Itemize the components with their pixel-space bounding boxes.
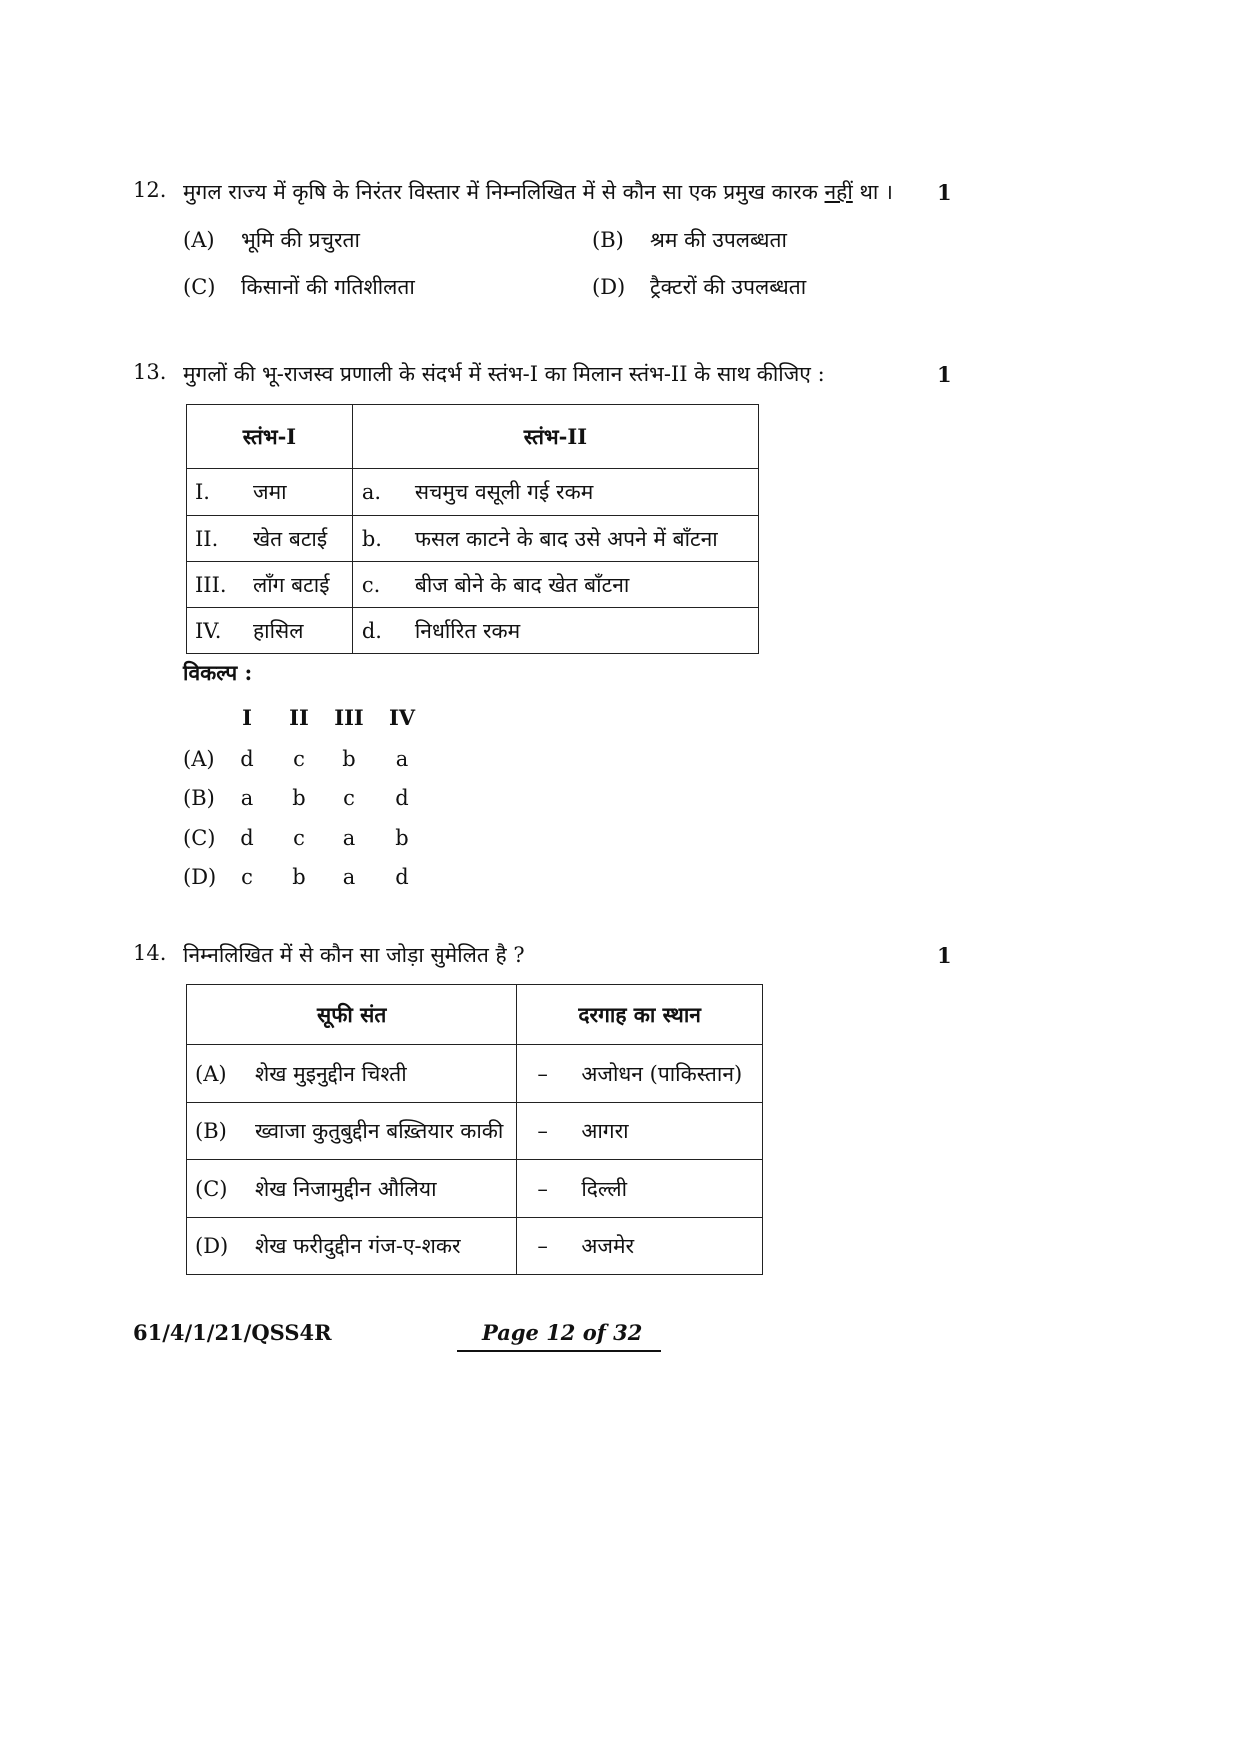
option-label: (B)	[183, 786, 215, 810]
saint-name: शेख निजामुद्दीन औलिया	[255, 1176, 437, 1201]
answer-value: c	[241, 865, 253, 889]
answer-value: b	[342, 747, 356, 771]
answer-value: c	[343, 786, 355, 810]
answer-value: d	[395, 865, 409, 889]
q12-option-c[interactable]	[183, 273, 415, 301]
saint-name: ख्वाजा कुतुबुद्दीन बख़्तियार काकी	[255, 1119, 504, 1143]
table-row	[187, 516, 759, 562]
q14-option-a[interactable]	[187, 1045, 763, 1103]
table-row	[187, 469, 759, 516]
q13-option-a[interactable]	[183, 747, 443, 773]
row-meaning: बीज बोने के बाद खेत बाँटना	[414, 572, 630, 597]
answer-value: d	[240, 826, 254, 850]
option-label: (A)	[195, 1061, 227, 1086]
q14-option-c[interactable]	[187, 1160, 763, 1218]
answer-value: d	[395, 786, 409, 810]
page-number-underline	[457, 1350, 661, 1352]
answer-value: a	[395, 747, 409, 771]
q14-option-d[interactable]	[187, 1218, 763, 1275]
q14-sufi-table	[186, 984, 763, 1275]
q13-answer-grid	[183, 705, 443, 895]
row-meaning: निर्धारित रकम	[414, 618, 521, 643]
dargah-place: अजोधन (पाकिस्तान)	[581, 1061, 743, 1086]
q12-option-a[interactable]	[183, 226, 360, 254]
row-term: लाँग बटाई	[253, 572, 330, 597]
answer-value: b	[395, 826, 409, 850]
column-2-header: दरगाह का स्थान	[517, 985, 763, 1045]
q12-text-before: मुगल राज्य में कृषि के निरंतर विस्तार में निम्नलिखित में से कौन सा एक प्रमुख कारक	[183, 180, 825, 204]
column-1-header: सूफी संत	[187, 985, 517, 1045]
q13-marks: 1	[937, 362, 952, 387]
answer-value: c	[293, 747, 305, 771]
answer-value: a	[240, 786, 254, 810]
answer-col-header: IV	[388, 705, 416, 730]
q12-option-d[interactable]	[592, 273, 806, 301]
q14-option-b[interactable]	[187, 1103, 763, 1160]
row-term: खेत बटाई	[253, 526, 328, 551]
option-label: (B)	[592, 228, 624, 252]
option-label: (D)	[592, 275, 626, 299]
dargah-place: अजमेर	[581, 1234, 635, 1258]
option-text: किसानों की गतिशीलता	[241, 275, 415, 299]
option-text: ट्रैक्टरों की उपलब्धता	[650, 275, 807, 299]
dargah-place: दिल्ली	[581, 1176, 628, 1201]
row-numeral: II.	[195, 526, 219, 551]
answer-value: a	[342, 826, 356, 850]
row-letter: a.	[361, 480, 382, 504]
q12-text-after: था ।	[852, 180, 893, 204]
row-meaning: फसल काटने के बाद उसे अपने में बाँटना	[414, 526, 718, 551]
q13-option-b[interactable]	[183, 786, 443, 812]
option-label: (A)	[183, 228, 215, 252]
q13-match-table	[186, 404, 759, 654]
dash: –	[537, 1119, 548, 1143]
option-label: (C)	[183, 826, 216, 850]
row-numeral: IV.	[195, 618, 222, 643]
row-numeral: I.	[195, 480, 210, 504]
q13-question-text: मुगलों की भू-राजस्व प्रणाली के संदर्भ में स्तंभ-I का मिलान स्तंभ-II के साथ कीजिए :	[183, 362, 825, 386]
q12-question-text	[183, 178, 893, 206]
row-letter: b.	[361, 526, 382, 551]
table-header-row	[187, 405, 759, 469]
row-numeral: III.	[195, 572, 227, 597]
answer-value: b	[292, 865, 306, 889]
q14-number: 14.	[133, 941, 167, 965]
q12-number: 12.	[133, 178, 167, 202]
q12-marks: 1	[937, 180, 952, 205]
column-2-header: स्तंभ-II	[352, 405, 758, 469]
answer-col-header: III	[334, 705, 364, 730]
option-label: (A)	[183, 747, 215, 771]
option-label: (D)	[183, 865, 217, 889]
paper-code: 61/4/1/21/QSS4R	[133, 1320, 332, 1345]
option-text: श्रम की उपलब्धता	[650, 228, 787, 252]
row-meaning: सचमुच वसूली गई रकम	[414, 480, 594, 504]
q12-option-b[interactable]	[592, 226, 787, 254]
row-letter: c.	[361, 572, 381, 597]
q12-text-underlined: नहीं	[824, 180, 853, 204]
row-term: हासिल	[253, 618, 304, 643]
answer-value: a	[342, 865, 356, 889]
q13-options-heading: विकल्प :	[183, 660, 253, 685]
answer-col-header: I	[242, 705, 252, 730]
q13-option-d[interactable]	[183, 865, 443, 891]
dash: –	[537, 1176, 548, 1201]
table-row	[187, 608, 759, 654]
column-1-header: स्तंभ-I	[187, 405, 353, 469]
option-label: (B)	[195, 1119, 227, 1143]
option-label: (C)	[183, 275, 216, 299]
dash: –	[537, 1061, 548, 1086]
saint-name: शेख फरीदुद्दीन गंज-ए-शकर	[255, 1234, 461, 1258]
answer-value: b	[292, 786, 306, 810]
option-label: (D)	[195, 1234, 229, 1258]
table-row	[187, 562, 759, 608]
answer-col-header: II	[289, 705, 309, 730]
q13-number: 13.	[133, 360, 167, 384]
q13-option-c[interactable]	[183, 826, 443, 852]
row-letter: d.	[361, 618, 382, 643]
answer-value: d	[240, 747, 254, 771]
page-number: Page 12 of 32	[482, 1320, 643, 1345]
q14-question-text: निम्नलिखित में से कौन सा जोड़ा सुमेलित है ?	[183, 943, 525, 967]
dargah-place: आगरा	[581, 1119, 629, 1143]
table-header-row	[187, 985, 763, 1045]
option-text: भूमि की प्रचुरता	[241, 228, 360, 252]
saint-name: शेख मुइनुद्दीन चिश्ती	[255, 1061, 407, 1086]
q14-marks: 1	[937, 943, 952, 968]
dash: –	[537, 1234, 548, 1258]
row-term: जमा	[253, 480, 287, 504]
answer-value: c	[293, 826, 305, 850]
option-label: (C)	[195, 1176, 228, 1201]
